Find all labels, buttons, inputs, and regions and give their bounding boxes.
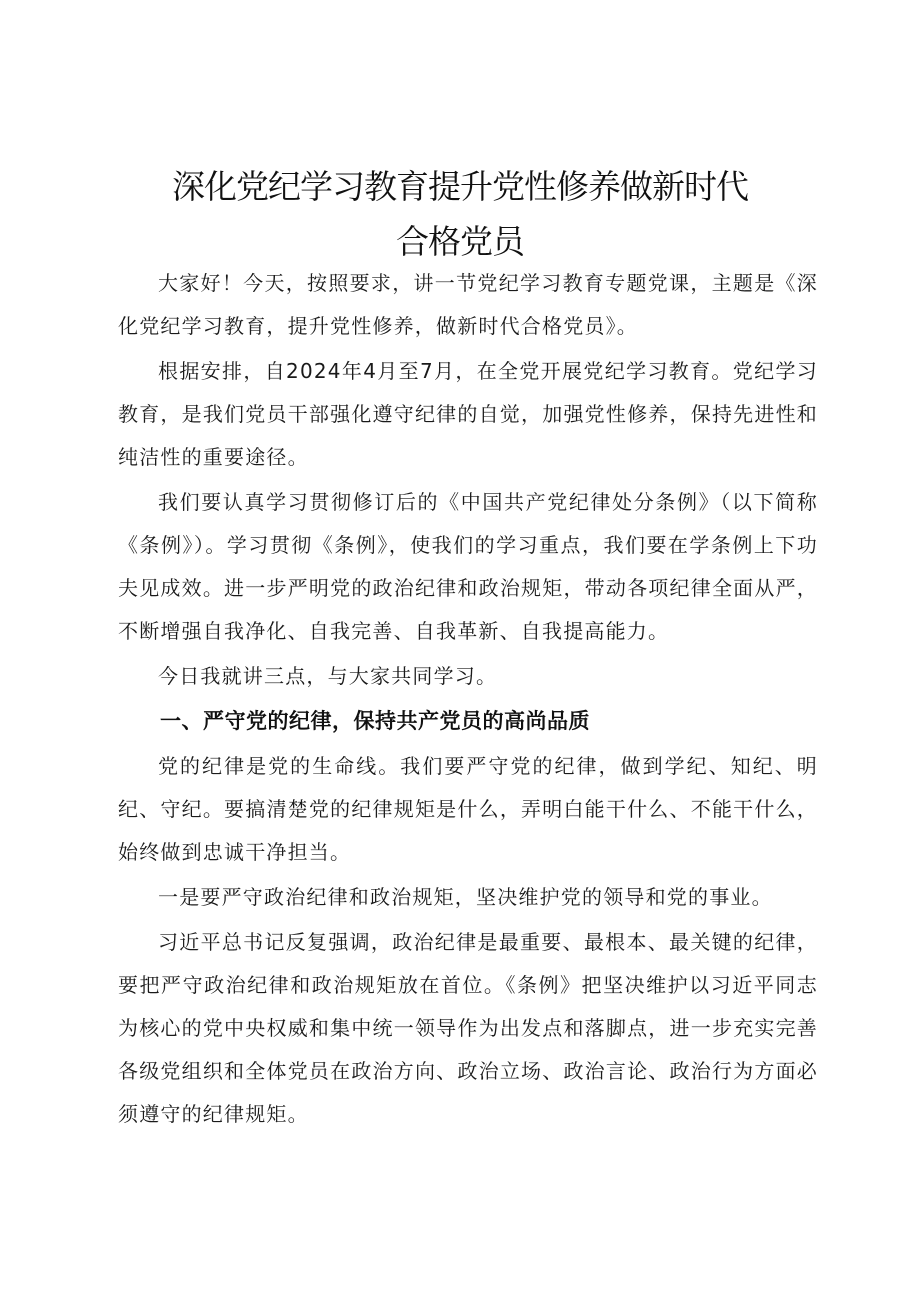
section-heading-1: 一、严守党的纪律，保持共产党员的高尚品质 [160, 709, 590, 733]
paragraph-regulations: 我们要认真学习贯彻修订后的《中国共产党纪律处分条例》（以下简称《条例》）。学习贯彻《条例》，使我们的学习重点，我们要在学条例上下功夫见成效。进一步严明党的政治纪律和政治规矩，带动各项纪律全面从严，不断增强自我净化、自我完善、自我革新、自我提高能力。 [118, 490, 818, 643]
paragraph-discipline: 党的纪律是党的生命线。我们要严守党的纪律，做到学纪、知纪、明纪、守纪。要搞清楚党的纪律规矩是什么，弄明白能干什么、不能干什么，始终做到忠诚干净担当。 [118, 754, 818, 864]
paragraph-intro: 大家好！今天，按照要求，讲一节党纪学习教育专题党课，主题是《深化党纪学习教育，提升党性修养，做新时代合格党员》。 [118, 271, 818, 338]
document-title-line-2: 合格党员 [396, 222, 524, 261]
document-body [118, 262, 818, 1136]
paragraph-point-one: 一是要严守政治纪律和政治规矩，坚决维护党的领导和党的事业。 [158, 885, 773, 909]
document-title-line-1: 深化党纪学习教育提升党性修养做新时代 [172, 167, 748, 206]
paragraph-outline: 今日我就讲三点，与大家共同学习。 [158, 664, 498, 688]
paragraph-schedule: 根据安排，自2024年4月至7月，在全党开展党纪学习教育。党纪学习教育，是我们党员干部强化遵守纪律的自觉，加强党性修养，保持先进性和纯洁性的重要途径。 [118, 359, 818, 469]
paragraph-political-discipline: 习近平总书记反复强调，政治纪律是最重要、最根本、最关键的纪律，要把严守政治纪律和政治规矩放在首位。《条例》把坚决维护以习近平同志为核心的党中央权威和集中统一领导作为出发点和落脚点，进一步充实完善各级党组织和全体党员在政治方向、政治立场、政治言论、政治行为方面必须遵守的纪律规矩。 [118, 930, 818, 1126]
